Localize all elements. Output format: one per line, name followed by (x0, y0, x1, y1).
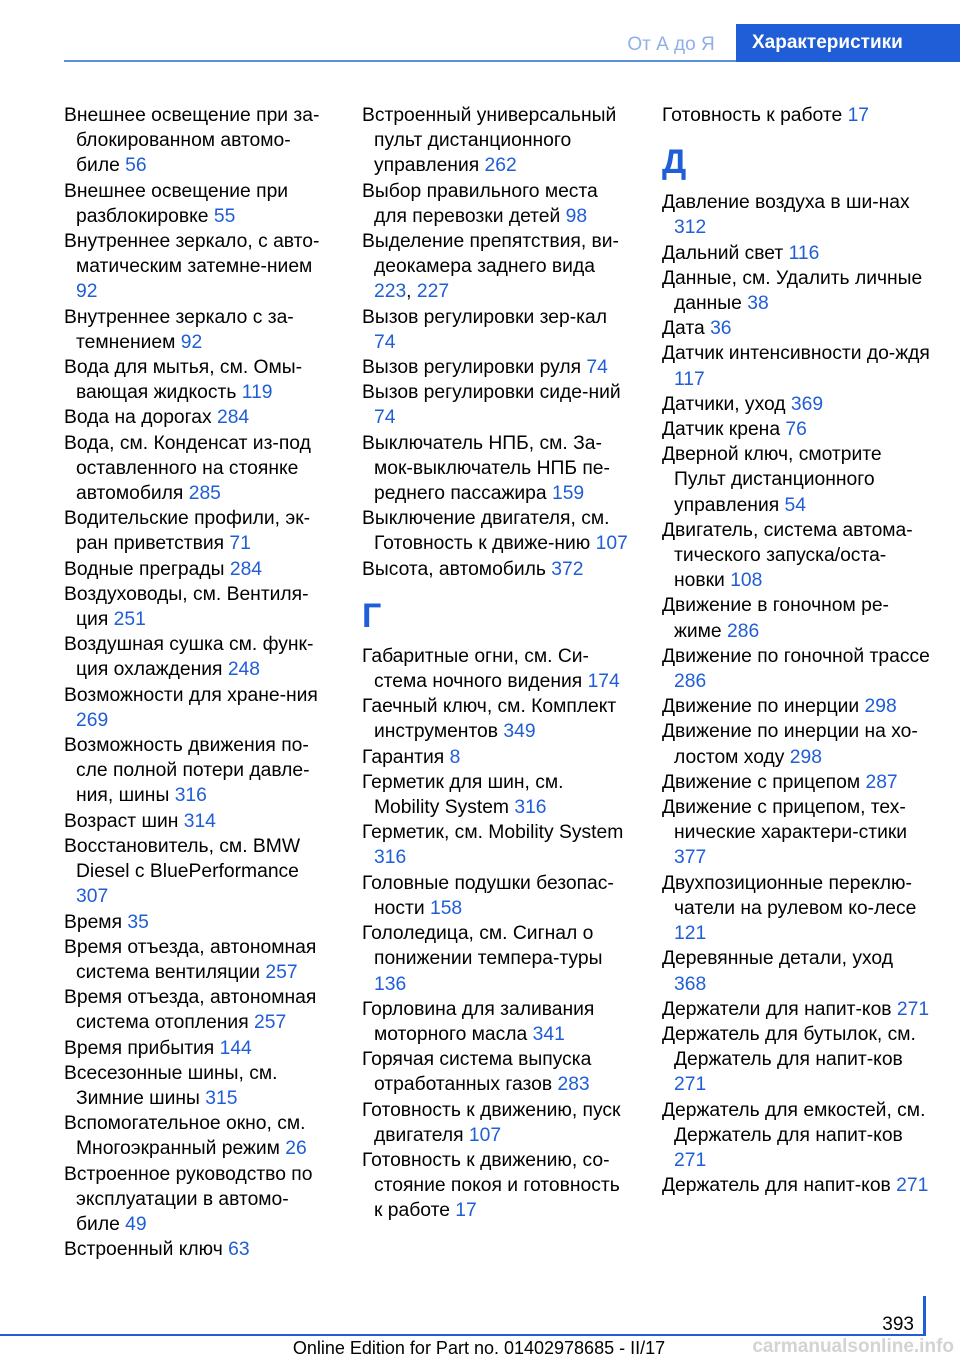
index-entry-text: Вызов регулировки зер-кал (362, 306, 607, 328)
page-link[interactable]: 316 (174, 785, 207, 807)
page-link[interactable]: 271 (896, 1175, 929, 1197)
index-entry (64, 935, 332, 985)
page-link[interactable]: 271 (674, 1149, 707, 1171)
index-entry-text: Готовность к движению, пуск двигателя (362, 1099, 621, 1146)
index-entry-text: Встроенный ключ (64, 1239, 223, 1261)
page-link[interactable]: 271 (896, 998, 930, 1020)
index-entry-text: Давление воздуха в ши-нах (662, 192, 910, 214)
page-link[interactable]: 287 (865, 771, 898, 793)
index-entry (64, 809, 332, 834)
page-link[interactable]: 369 (790, 393, 824, 415)
index-entry (64, 431, 332, 507)
index-entry (64, 1036, 332, 1061)
index-entry (64, 229, 332, 305)
index-entry (64, 1162, 332, 1238)
index-entry (662, 1022, 930, 1098)
index-entry (64, 733, 332, 809)
index-entry (662, 518, 930, 594)
page-link[interactable]: 223 (374, 281, 407, 303)
page-link[interactable]: 17 (455, 1200, 477, 1222)
index-entry-text: Движение с прицепом, тех-нические характери-стики (662, 797, 908, 844)
index-entry (662, 719, 930, 769)
index-entry-text: Держатель для емкостей, см. Держатель для напит-ков (662, 1099, 926, 1146)
index-entry (64, 582, 332, 632)
index-entry (662, 417, 930, 442)
index-entry-text: Выделение препятствия, ви-деокамера заднего вида (362, 231, 619, 278)
page-link[interactable]: 136 (374, 973, 407, 995)
page-link[interactable]: 63 (228, 1239, 250, 1261)
index-entry-text: Вызов регулировки руля (362, 357, 582, 379)
index-entry-text: Готовность к движению, со-стояние покоя и готовность к работе (362, 1149, 620, 1222)
index-entry-text: Датчик интенсивности до-ждя (662, 343, 930, 365)
index-entry (64, 1237, 332, 1262)
index-entry (362, 305, 630, 355)
index-entry-text: Высота, автомобиль (362, 558, 546, 580)
page-link[interactable]: 372 (551, 558, 584, 580)
index-entry-text: Всесезонные шины, см. Зимние шины (64, 1062, 278, 1109)
index-entry (662, 103, 930, 128)
index-entry-text: Данные, см. Удалить личные данные (662, 267, 923, 315)
page-link[interactable]: 144 (219, 1037, 252, 1059)
index-entry-text: Гололедица, см. Сигнал о понижении темпера-туры (362, 923, 603, 970)
index-entry-text: Внешнее освещение при разблокировке (64, 180, 289, 227)
index-entry (662, 795, 930, 871)
index-entry-text: Вспомогательное окно, см. Многоэкранный режим (64, 1113, 306, 1160)
index-entry (362, 1098, 630, 1148)
page-link[interactable]: 316 (374, 847, 407, 869)
index-entry (662, 341, 930, 391)
page-link[interactable]: 35 (127, 911, 149, 933)
page-link[interactable]: 257 (265, 961, 298, 983)
page-link[interactable]: 298 (864, 696, 897, 718)
page-link[interactable]: 269 (76, 709, 109, 731)
index-entry (662, 1173, 930, 1198)
page-link[interactable]: 368 (674, 973, 707, 995)
index-entry (362, 557, 630, 582)
index-entry (362, 506, 630, 556)
page-link[interactable]: 117 (674, 368, 705, 390)
page-link[interactable]: 307 (76, 886, 109, 908)
page-link[interactable]: 315 (205, 1087, 238, 1109)
index-entry-text: Деревянные детали, уход (662, 948, 893, 970)
page-link[interactable]: 116 (788, 242, 820, 264)
page-link[interactable]: 74 (374, 331, 396, 353)
index-entry-text: Вызов регулировки сиде-ний (362, 382, 621, 404)
index-entry (362, 644, 630, 694)
index-entry (662, 770, 930, 795)
index-entry-text: Гаечный ключ, см. Комплект инструментов (362, 696, 617, 743)
index-entry (64, 405, 332, 430)
index-entry-text: Датчики, уход (662, 393, 786, 415)
page-link[interactable]: 284 (216, 407, 250, 429)
index-entry (662, 593, 930, 643)
index-entry (662, 316, 930, 341)
index-entry-text: Внешнее освещение при за-блокированном автомо-биле (64, 105, 320, 177)
index-entry-text: Время (64, 911, 123, 933)
index-entry (662, 997, 930, 1022)
index-entry (662, 694, 930, 719)
index-entry-text: Внутреннее зеркало с за-темнением (64, 306, 294, 353)
index-entry (362, 103, 630, 179)
index-entry (662, 266, 930, 316)
index-entry (362, 694, 630, 744)
page-link[interactable]: 283 (557, 1074, 590, 1096)
index-entry-text: Датчик крена (662, 419, 781, 441)
page-link[interactable]: 285 (188, 483, 221, 505)
index-entry (362, 820, 630, 870)
page-link[interactable]: 76 (785, 419, 807, 441)
index-entry (362, 745, 630, 770)
index-entry-text: Горловина для заливания моторного масла (362, 998, 595, 1045)
index-column-3 (662, 103, 930, 1198)
index-column-2 (362, 103, 630, 1224)
index-entry (64, 305, 332, 355)
index-entry-text: Двухпозиционные переклю-чатели на рулевом ко-лесе (662, 872, 917, 919)
page-link[interactable]: 17 (847, 105, 870, 126)
index-entry-text: Время прибытия (64, 1037, 215, 1059)
index-entry (362, 1047, 630, 1097)
page-link[interactable]: 312 (674, 217, 707, 239)
index-entry-text: Воздуховоды, см. Вентиля-ция (64, 583, 309, 631)
index-entry (362, 179, 630, 229)
page-link[interactable]: 316 (514, 797, 547, 819)
page-link[interactable]: 284 (229, 558, 263, 580)
index-entry (64, 910, 332, 935)
index-entry-text: Габаритные огни, см. Си-стема ночного видения (362, 645, 589, 693)
watermark: carmanualsonline.info (752, 1336, 954, 1357)
index-entry-text: Горячая система выпуска отработанных газов (362, 1049, 592, 1096)
index-entry-text: Возможности для хране-ния (64, 684, 318, 706)
index-letter-heading: Г (362, 596, 382, 635)
index-entry (662, 190, 930, 240)
index-entry (362, 770, 630, 820)
index-entry-text: Готовность к работе (662, 105, 843, 126)
index-entry-text: Встроенное руководство по эксплуатации в автомо-биле (64, 1163, 313, 1235)
index-entry (64, 834, 332, 910)
page-link[interactable]: 98 (565, 205, 588, 227)
page-link[interactable]: 55 (213, 205, 236, 227)
page-link[interactable]: 92 (180, 331, 203, 353)
index-entry-text: Держатели для напит-ков (662, 998, 892, 1020)
page-link[interactable]: 286 (727, 620, 760, 642)
index-entry (64, 985, 332, 1035)
page-link[interactable]: 36 (710, 318, 732, 340)
index-entry-text: Время отъезда, автономная система вентиляции (64, 936, 317, 983)
page-link[interactable]: 377 (674, 847, 707, 869)
page-link[interactable]: 257 (254, 1012, 287, 1034)
index-entry (662, 946, 930, 996)
page-link[interactable]: 92 (76, 281, 98, 303)
page-link[interactable]: 26 (285, 1138, 307, 1160)
index-entry (662, 644, 930, 694)
header-section-label[interactable]: От А до Я (627, 34, 715, 55)
index-entry (64, 683, 332, 733)
index-entry-text: Выключение двигателя, см. Готовность к движе-нию (362, 508, 610, 555)
index-entry-text: Вода для мытья, см. Омы-вающая жидкость (64, 357, 303, 404)
index-entry-text: Головные подушки безопас-ности (362, 872, 614, 919)
index-entry (662, 871, 930, 947)
index-entry-text: Движение по инерции (662, 696, 860, 718)
page-link[interactable]: 119 (241, 382, 273, 404)
index-entry-text: Герметик для шин, см. Mobility System (362, 771, 564, 819)
index-entry-text: Движение по гоночной трассе (662, 645, 930, 667)
index-entry-text: Встроенный универсальный пульт дистанционного управления (362, 105, 617, 177)
index-entry (362, 921, 630, 997)
page-link[interactable]: 248 (227, 659, 260, 681)
index-entry-text: Воздушная сушка см. функ-ция охлаждения (64, 634, 314, 681)
header-chapter-tab[interactable]: Характеристики (736, 24, 960, 62)
index-entry-text: Герметик, см. Mobility System (362, 822, 624, 844)
page-link[interactable]: 108 (730, 570, 763, 592)
index-entry-text: Возраст шин (64, 810, 179, 832)
page-link[interactable]: 121 (674, 923, 707, 945)
page-link[interactable]: 286 (674, 671, 707, 693)
page-link[interactable]: 349 (503, 721, 536, 743)
index-entry-text: Держатель для бутылок, см. Держатель для напит-ков (662, 1023, 916, 1071)
index-entry (662, 442, 930, 518)
index-entry (662, 392, 930, 417)
page-link[interactable]: 107 (595, 533, 628, 555)
page-link[interactable]: 174 (587, 671, 620, 693)
page-link[interactable]: 107 (468, 1124, 502, 1146)
index-entry-text: Дверной ключ, смотрите Пульт дистанционного управления (662, 444, 882, 516)
index-entry-text: Вода на дорогах (64, 407, 212, 429)
index-entry-text: Выключатель НПБ, см. За-мок-выключатель НПБ пе-реднего пассажира (362, 432, 610, 505)
index-entry (362, 871, 630, 921)
index-letter-heading: Д (662, 143, 687, 182)
index-entry-text: Время отъезда, автономная система отопления (64, 987, 317, 1034)
page-link[interactable]: 298 (789, 746, 822, 768)
index-entry-text: Водные преграды (64, 558, 225, 580)
footer-marker (923, 1296, 926, 1336)
index-entry-text: Возможность движения по-сле полной потери давле-ния, шины (64, 735, 310, 807)
index-entry-text: Движение по инерции на хо-лостом ходу (662, 721, 918, 768)
index-entry (64, 1061, 332, 1111)
index-entry: Выделение препятствия, ви-деокамера заднего вида 223, 227 (362, 231, 619, 303)
index-entry-text: Движение с прицепом (662, 771, 861, 793)
page-link[interactable]: 314 (183, 810, 216, 832)
page-link[interactable]: 38 (747, 293, 769, 315)
index-entry (362, 431, 630, 507)
page-link[interactable]: 159 (551, 483, 585, 505)
page-link[interactable]: 271 (674, 1074, 707, 1096)
page-link[interactable]: 251 (113, 609, 146, 631)
page-number: 393 (882, 1314, 914, 1335)
index-entry (362, 380, 630, 430)
index-entry-text: Восстановитель, см. BMW Diesel с BluePerformance (64, 835, 301, 883)
page-link[interactable]: 341 (532, 1023, 565, 1045)
index-entry (64, 103, 332, 179)
page-link[interactable]: 74 (586, 357, 608, 379)
page-link[interactable]: 158 (429, 897, 463, 919)
index-entry-text: Двигатель, система автома-тического запуска/оста-новки (662, 519, 913, 592)
index-entry-text: Дата (662, 318, 705, 340)
page-link[interactable]: 71 (229, 533, 251, 555)
index-entry (64, 557, 332, 582)
index-entry (64, 1111, 332, 1161)
index-entry (662, 241, 930, 266)
index-entry (662, 1098, 930, 1174)
index-entry-text: Гарантия (362, 746, 445, 768)
index-entry-text: Выбор правильного места для перевозки детей (362, 180, 598, 227)
index-entry-text: Движение в гоночном ре-жиме (662, 595, 889, 642)
index-entry-text: Внутреннее зеркало, с авто-матическим затемне-нием (64, 231, 320, 278)
page-link[interactable]: 49 (125, 1213, 147, 1235)
index-entry (64, 506, 332, 556)
index-entry (64, 179, 332, 229)
index-entry-text: Держатель для напит-ков (662, 1175, 891, 1197)
page-link[interactable]: 56 (125, 155, 147, 177)
index-entry-text: Вода, см. Конденсат из-под оставленного на стоянке автомобиля (64, 432, 311, 505)
page-link[interactable]: 54 (784, 494, 806, 516)
index-entry (362, 1148, 630, 1224)
index-entry-text: Дальний свет (662, 242, 784, 264)
page-link[interactable]: 8 (449, 746, 461, 768)
page-link[interactable]: 227 (416, 281, 450, 303)
index-entry (362, 355, 630, 380)
page-link[interactable]: 74 (374, 407, 396, 429)
edition-note: Online Edition for Part no. 01402978685 - II/17 (292, 1338, 666, 1358)
index-entry-text: Водительские профили, эк-ран приветствия (64, 508, 311, 555)
page-link[interactable]: 262 (484, 155, 517, 177)
index-entry (362, 997, 630, 1047)
index-column-1 (64, 103, 332, 1262)
index-entry (64, 355, 332, 405)
index-entry (64, 632, 332, 682)
